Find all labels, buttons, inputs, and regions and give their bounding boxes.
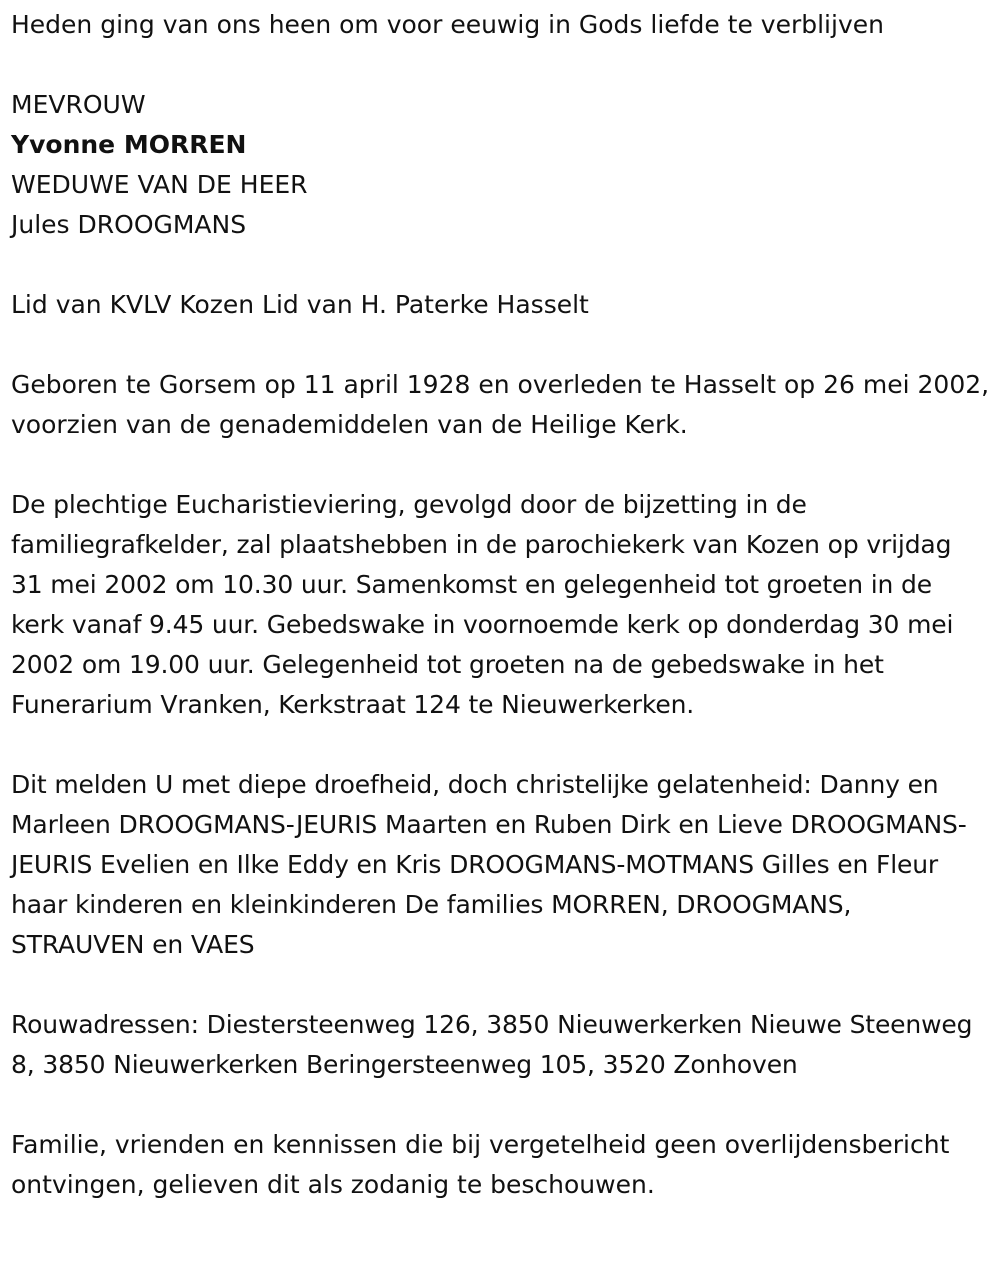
widow-of-label: WEDUWE VAN DE HEER (11, 170, 308, 199)
memberships: Lid van KVLV Kozen Lid van H. Paterke Hasselt (11, 290, 589, 319)
intro-line: Heden ging van ons heen om voor eeuwig in Gods liefde te verblijven (11, 10, 884, 39)
ceremony-paragraph: De plechtige Eucharistieviering, gevolgd door de bijzetting in de familiegrafkelder, zal plaatshebben in de parochiekerk van Kozen op vrijdag 31 mei 2002 om 10.30 uur. Samenkomst en gelegenheid tot groeten in de kerk vanaf 9.45 uur. Gebedswake in voornoemde kerk op donderdag 30 mei 2002 om 19.00 uur. Gelegenheid tot groeten na de gebedswake in het Funerarium Vranken, Kerkstraat 124 te Nieuwerkerken. (11, 490, 954, 719)
deceased-name: Yvonne MORREN (11, 130, 247, 159)
honorific-title: MEVROUW (11, 90, 146, 119)
addresses-paragraph: Rouwadressen: Diestersteenweg 126, 3850 Nieuwerkerken Nieuwe Steenweg 8, 3850 Nieuwerkerken Beringersteenweg 105, 3520 Zonhoven (11, 1010, 973, 1079)
closing-paragraph: Familie, vrienden en kennissen die bij vergetelheid geen overlijdensbericht ontvingen, gelieven dit als zodanig te beschouwen. (11, 1130, 950, 1199)
family-announcement-paragraph: Dit melden U met diepe droefheid, doch christelijke gelatenheid: Danny en Marleen DROOGMANS-JEURIS Maarten en Ruben Dirk en Lieve DROOGMANS-JEURIS Evelien en Ilke Eddy en Kris DROOGMANS-MOTMANS Gilles en Fleur haar kinderen en kleinkinderen De families MORREN, DROOGMANS, STRAUVEN en VAES (11, 770, 967, 959)
spouse-name: Jules DROOGMANS (11, 210, 247, 239)
birth-death-paragraph: Geboren te Gorsem op 11 april 1928 en overleden te Hasselt op 26 mei 2002, voorzien van de genademiddelen van de Heilige Kerk. (11, 370, 990, 439)
